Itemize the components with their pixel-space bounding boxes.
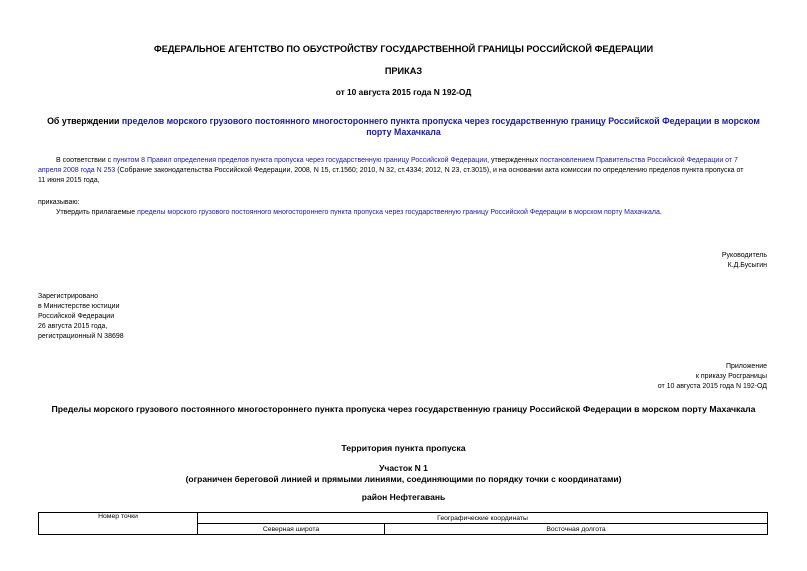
coordinates-table — [38, 512, 768, 535]
section-block — [0, 463, 807, 485]
approve-text-1: Утвердить прилагаемые — [56, 209, 138, 216]
order-title-link[interactable]: пределов морского грузового постоянного многостороннего пункта пропуска через государственную границу Российской Федерации в морском — [121, 116, 760, 126]
approve-text-2: . — [659, 209, 662, 216]
section-district: район Нефтегавань — [361, 492, 446, 502]
appendix-line1: Приложение — [725, 363, 767, 370]
signature-block — [722, 251, 767, 271]
order-type: ПРИКАЗ — [384, 66, 423, 76]
registration-line2: в Министерстве юстиции — [38, 303, 120, 310]
appendix-block — [658, 362, 767, 392]
agency-heading: ФЕДЕРАЛЬНОЕ АГЕНТСТВО ПО ОБУСТРОЙСТВУ ГОСУДАРСТВЕННОЙ ГРАНИЦЫ РОССИЙСКОЙ ФЕДЕРАЦИИ — [153, 44, 654, 54]
order-title-link-line2[interactable]: порту Махачкала — [366, 127, 441, 137]
signature-name: К.Д.Бусыгин — [727, 262, 767, 269]
preamble-text-2: , утвержденных — [487, 157, 541, 164]
col-point-number: Номер точки — [39, 513, 198, 535]
order-title-prefix: Об утверждении — [47, 116, 122, 126]
registration-block — [38, 292, 124, 342]
preamble-line1 — [38, 156, 770, 166]
rules-point-8-link[interactable]: пунктом 8 Правил определения пределов пункта пропуска через государственную границу Российской Федерации — [113, 157, 488, 164]
limits-link[interactable]: пределы морского грузового постоянного многостороннего пункта пропуска через государственную границу Российской Федерации в морском порту Махачкала — [137, 209, 660, 216]
order-title-line1 — [0, 116, 807, 127]
table-header-row — [39, 513, 768, 524]
preamble-text-1: В соответствии с — [56, 157, 114, 164]
order-word: приказываю: — [38, 199, 80, 206]
order-title — [0, 116, 807, 138]
preamble-line3: 11 июня 2015 года, — [38, 177, 100, 184]
registration-line5: регистрационный N 38698 — [38, 333, 124, 340]
appendix-line3: от 10 августа 2015 года N 192-ОД — [657, 383, 767, 390]
col-east-longitude: Восточная долгота — [385, 524, 768, 535]
registration-line3: Российской Федерации — [38, 313, 115, 320]
signature-title: Руководитель — [721, 252, 767, 259]
approve-paragraph — [56, 208, 770, 218]
government-decree-link[interactable]: постановлением Правительства Российской Федерации от 7 — [540, 157, 738, 164]
col-geo-coordinates: Географические координаты — [198, 513, 768, 524]
government-decree-link-cont[interactable]: апреля 2008 года N 253 — [38, 167, 116, 174]
registration-line4: 26 августа 2015 года, — [38, 323, 108, 330]
order-date: от 10 августа 2015 года N 192-ОД — [335, 87, 472, 97]
territory-heading: Территория пункта пропуска — [341, 443, 466, 453]
col-north-latitude: Северная широта — [198, 524, 385, 535]
section-description: (ограничен береговой линией и прямыми линиями, соединяющими по порядку точки с координатами) — [185, 474, 622, 484]
preamble-line2 — [38, 166, 770, 176]
section-name: Участок N 1 — [379, 463, 428, 473]
registration-line1: Зарегистрировано — [38, 293, 98, 300]
appendix-line2: к приказу Росграницы — [695, 373, 767, 380]
limits-title: Пределы морского грузового постоянного многостороннего пункта пропуска через государственную границу Российской Федерации в морском порту Махачкала — [51, 404, 756, 414]
preamble-text-3: (Собрание законодательства Российской Федерации, 2008, N 15, ст.1560; 2010, N 32, ст.4334; 2012, N 23, ст.3015), и на основании акта комиссии по определению пределов пункта пропуска от — [115, 167, 744, 174]
preamble-paragraph — [38, 156, 770, 186]
